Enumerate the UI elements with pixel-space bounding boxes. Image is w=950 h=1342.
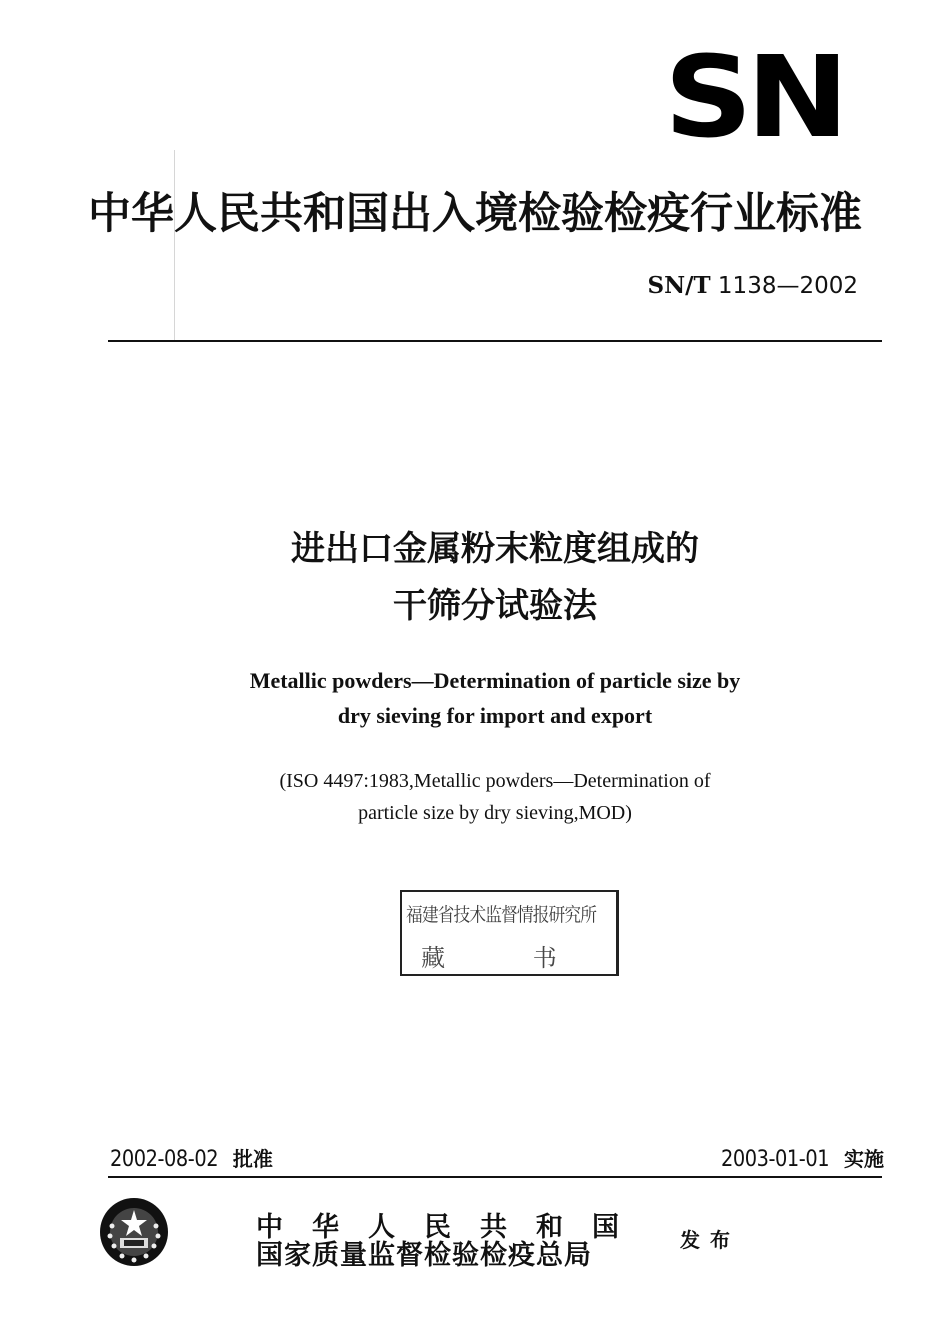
title-zh-line2: 干筛分试验法 bbox=[393, 586, 597, 626]
bottom-divider bbox=[108, 1176, 882, 1178]
effective-date-value: 2003-01-01 bbox=[721, 1147, 830, 1172]
standard-prefix: SN/T bbox=[647, 272, 711, 299]
standard-number bbox=[647, 272, 858, 299]
approved-label: 批准 bbox=[232, 1147, 273, 1171]
stamp-institute-text: 福建省技术监督情报研究所 bbox=[406, 904, 597, 926]
publisher-line2: 国家质量监督检验检疫总局 bbox=[256, 1240, 592, 1271]
title-en-line2: dry sieving for import and export bbox=[337, 703, 653, 728]
publisher-line1: 中华人民共和国 bbox=[256, 1212, 648, 1243]
approved-date bbox=[110, 1144, 273, 1175]
standard-code: 1138—2002 bbox=[717, 273, 858, 299]
iso-reference-line2: particle size by dry sieving,MOD) bbox=[358, 802, 632, 824]
iso-reference-line1: (ISO 4497:1983,Metallic powders—Determination of bbox=[279, 770, 711, 792]
national-emblem-icon bbox=[98, 1196, 170, 1268]
title-en-line1: Metallic powders—Determination of particle size by bbox=[249, 668, 741, 693]
top-divider bbox=[108, 340, 882, 342]
publish-label: 发布 bbox=[680, 1228, 740, 1252]
effective-label: 实施 bbox=[844, 1147, 884, 1171]
title-zh-line1: 进出口金属粉末粒度组成的 bbox=[291, 529, 699, 569]
sn-logo: SN bbox=[664, 33, 843, 163]
library-stamp bbox=[400, 890, 619, 976]
org-title: 中华人民共和国出入境检验检疫行业标准 bbox=[88, 189, 862, 239]
effective-date bbox=[721, 1144, 884, 1175]
stamp-collection-text: 藏 书 bbox=[421, 944, 597, 972]
scan-edge-line bbox=[174, 150, 175, 340]
approved-date-value: 2002-08-02 bbox=[110, 1147, 219, 1172]
